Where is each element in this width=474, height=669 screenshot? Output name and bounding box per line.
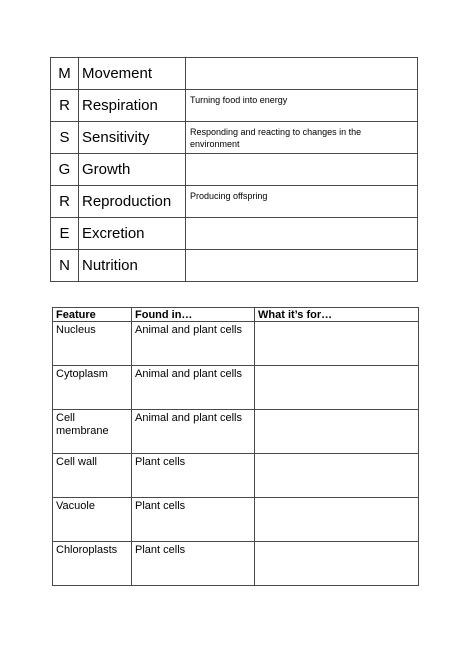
found-in-cell: Animal and plant cells <box>132 366 255 410</box>
initial-letter: R <box>51 186 79 218</box>
life-process-name: Nutrition <box>79 250 186 282</box>
what-for-cell[interactable] <box>255 322 419 366</box>
life-process-name: Reproduction <box>79 186 186 218</box>
life-process-description[interactable]: Responding and reacting to changes in the environment <box>186 122 418 154</box>
life-process-name: Movement <box>79 58 186 90</box>
mrs-gren-table <box>50 57 418 282</box>
table-row <box>53 322 419 366</box>
what-for-cell[interactable] <box>255 410 419 454</box>
found-in-cell: Plant cells <box>132 498 255 542</box>
feature-cell: Cell membrane <box>53 410 132 454</box>
what-for-cell[interactable] <box>255 542 419 586</box>
feature-cell: Cell wall <box>53 454 132 498</box>
life-process-description[interactable]: Producing offspring <box>186 186 418 218</box>
initial-letter: G <box>51 154 79 186</box>
table-row <box>53 454 419 498</box>
initial-letter: M <box>51 58 79 90</box>
column-header-what-its-for: What it’s for… <box>255 308 419 322</box>
initial-letter: N <box>51 250 79 282</box>
what-for-cell[interactable] <box>255 498 419 542</box>
feature-cell: Vacuole <box>53 498 132 542</box>
column-header-found-in: Found in… <box>132 308 255 322</box>
column-header-feature: Feature <box>53 308 132 322</box>
table-row <box>51 154 418 186</box>
life-process-description[interactable] <box>186 250 418 282</box>
found-in-cell: Animal and plant cells <box>132 322 255 366</box>
found-in-cell: Plant cells <box>132 542 255 586</box>
initial-letter: S <box>51 122 79 154</box>
life-process-description[interactable] <box>186 154 418 186</box>
table-row <box>53 498 419 542</box>
table-row <box>51 122 418 154</box>
table-row <box>51 90 418 122</box>
feature-cell: Chloroplasts <box>53 542 132 586</box>
table-row <box>53 410 419 454</box>
life-process-name: Sensitivity <box>79 122 186 154</box>
what-for-cell[interactable] <box>255 454 419 498</box>
found-in-cell: Animal and plant cells <box>132 410 255 454</box>
feature-cell: Nucleus <box>53 322 132 366</box>
cell-features-table <box>52 307 419 586</box>
life-process-description[interactable] <box>186 58 418 90</box>
life-process-name: Respiration <box>79 90 186 122</box>
table-header-row <box>53 308 419 322</box>
table-row <box>51 58 418 90</box>
table-row <box>53 542 419 586</box>
found-in-cell: Plant cells <box>132 454 255 498</box>
what-for-cell[interactable] <box>255 366 419 410</box>
table-row <box>51 186 418 218</box>
initial-letter: R <box>51 90 79 122</box>
life-process-name: Excretion <box>79 218 186 250</box>
table-row <box>53 366 419 410</box>
life-process-description[interactable]: Turning food into energy <box>186 90 418 122</box>
feature-cell: Cytoplasm <box>53 366 132 410</box>
initial-letter: E <box>51 218 79 250</box>
life-process-name: Growth <box>79 154 186 186</box>
table-row <box>51 218 418 250</box>
life-process-description[interactable] <box>186 218 418 250</box>
table-row <box>51 250 418 282</box>
